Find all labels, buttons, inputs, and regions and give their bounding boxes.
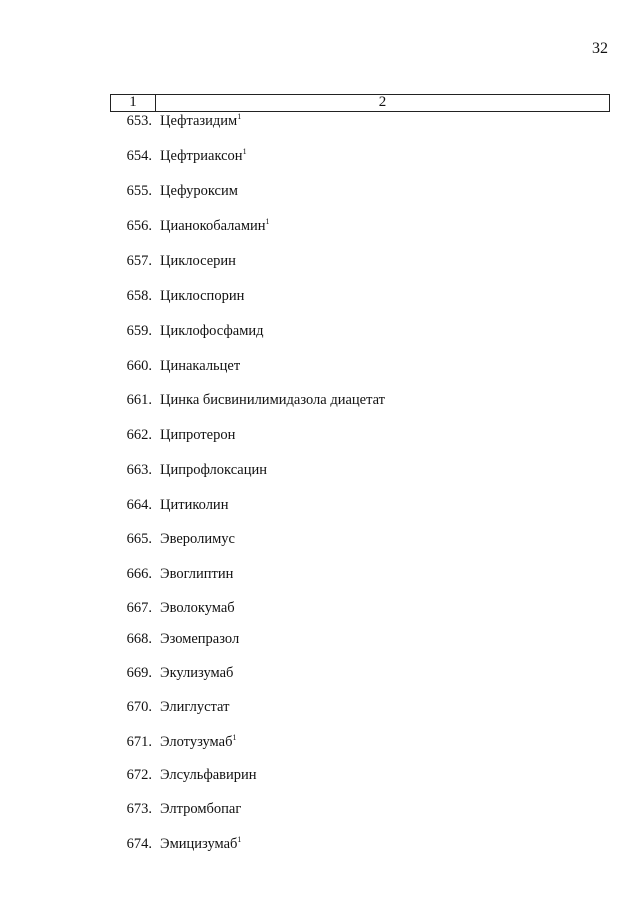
- table-row: [0, 631, 640, 647]
- drug-name-text: Эмицизумаб: [160, 836, 238, 852]
- drug-name: [160, 734, 236, 750]
- drug-name-text: Экулизумаб: [160, 665, 234, 681]
- drug-name: [160, 183, 238, 199]
- drug-name-text: Цинакальцет: [160, 358, 241, 374]
- drug-name: [160, 288, 244, 304]
- drug-name: [160, 767, 257, 783]
- drug-name-text: Цианокобаламин: [160, 218, 266, 234]
- row-number: 671.: [126, 734, 152, 750]
- drug-name-text: Циклофосфамид: [160, 323, 264, 339]
- drug-name: [160, 218, 270, 234]
- table-header: [110, 94, 610, 112]
- table-row: [0, 767, 640, 783]
- table-row: [0, 665, 640, 681]
- table-row: [0, 734, 640, 750]
- drug-name: [160, 358, 240, 374]
- drug-name: [160, 323, 264, 339]
- row-number: 657.: [126, 253, 152, 269]
- table-row: [0, 113, 640, 129]
- row-number: 666.: [126, 566, 152, 582]
- row-number: 660.: [126, 358, 152, 374]
- table-row: [0, 600, 640, 616]
- drug-name-text: Циклоспорин: [160, 288, 245, 304]
- footnote-marker: 1: [265, 217, 270, 226]
- row-number: 668.: [126, 631, 152, 647]
- table-row: [0, 836, 640, 852]
- drug-name-text: Цефтриаксон: [160, 148, 243, 164]
- drug-name-text: Цинка бисвинилимидазола диацетат: [160, 392, 385, 408]
- footnote-marker: 1: [237, 112, 242, 121]
- drug-name: [160, 113, 241, 129]
- drug-name-text: Эверолимус: [160, 531, 235, 547]
- row-number: 662.: [126, 427, 152, 443]
- drug-name: [160, 148, 247, 164]
- drug-name: [160, 801, 241, 817]
- drug-name-text: Цефуроксим: [160, 183, 238, 199]
- table-row: [0, 323, 640, 339]
- drug-name-text: Ципрофлоксацин: [160, 462, 268, 478]
- drug-name: [160, 427, 235, 443]
- table-row: [0, 427, 640, 443]
- table-row: [0, 148, 640, 164]
- page-number: 32: [592, 40, 608, 57]
- row-number: 665.: [126, 531, 152, 547]
- drug-name: [160, 699, 229, 715]
- drug-name-text: Элотузумаб: [160, 734, 233, 750]
- drug-name: [160, 531, 235, 547]
- row-number: 672.: [126, 767, 152, 783]
- table-row: [0, 462, 640, 478]
- row-number: 656.: [126, 218, 152, 234]
- table-row: [0, 699, 640, 715]
- table-row: [0, 497, 640, 513]
- row-number: 659.: [126, 323, 152, 339]
- row-number: 663.: [126, 462, 152, 478]
- table-row: [0, 531, 640, 547]
- table-row: [0, 183, 640, 199]
- table-row: [0, 218, 640, 234]
- column-header-1: 1: [111, 95, 156, 111]
- row-number: 654.: [126, 148, 152, 164]
- drug-name-text: Цитиколин: [160, 497, 229, 513]
- table-row: [0, 288, 640, 304]
- drug-name: [160, 497, 228, 513]
- column-header-2: 2: [378, 94, 387, 110]
- row-number: 653.: [126, 113, 152, 129]
- table-row: [0, 801, 640, 817]
- drug-name: [160, 392, 385, 408]
- drug-name-text: Ципротерон: [160, 427, 236, 443]
- drug-name: [160, 253, 236, 269]
- row-number: 670.: [126, 699, 152, 715]
- drug-name-text: Цефтазидим: [160, 113, 238, 129]
- drug-name: [160, 665, 233, 681]
- row-number: 664.: [126, 497, 152, 513]
- row-number: 669.: [126, 665, 152, 681]
- drug-name-text: Циклосерин: [160, 253, 236, 269]
- row-number: 661.: [126, 392, 152, 408]
- drug-name-text: Элтромбопаг: [160, 801, 242, 817]
- table-row: [0, 392, 640, 408]
- row-number: 658.: [126, 288, 152, 304]
- drug-name: [160, 600, 235, 616]
- drug-name-text: Элсульфавирин: [160, 767, 257, 783]
- table-row: [0, 566, 640, 582]
- drug-name-text: Эволокумаб: [160, 600, 235, 616]
- row-number: 667.: [126, 600, 152, 616]
- drug-name-text: Эзомепразол: [160, 631, 240, 647]
- footnote-marker: 1: [237, 835, 242, 844]
- table-row: [0, 358, 640, 374]
- drug-name: [160, 631, 239, 647]
- drug-name: [160, 462, 267, 478]
- row-number: 673.: [126, 801, 152, 817]
- footnote-marker: 1: [242, 147, 247, 156]
- drug-name: [160, 566, 233, 582]
- footnote-marker: 1: [232, 733, 237, 742]
- row-number: 655.: [126, 183, 152, 199]
- drug-name-text: Эвоглиптин: [160, 566, 234, 582]
- table-row: [0, 253, 640, 269]
- drug-name-text: Элиглустат: [160, 699, 230, 715]
- row-number: 674.: [126, 836, 152, 852]
- drug-name: [160, 836, 241, 852]
